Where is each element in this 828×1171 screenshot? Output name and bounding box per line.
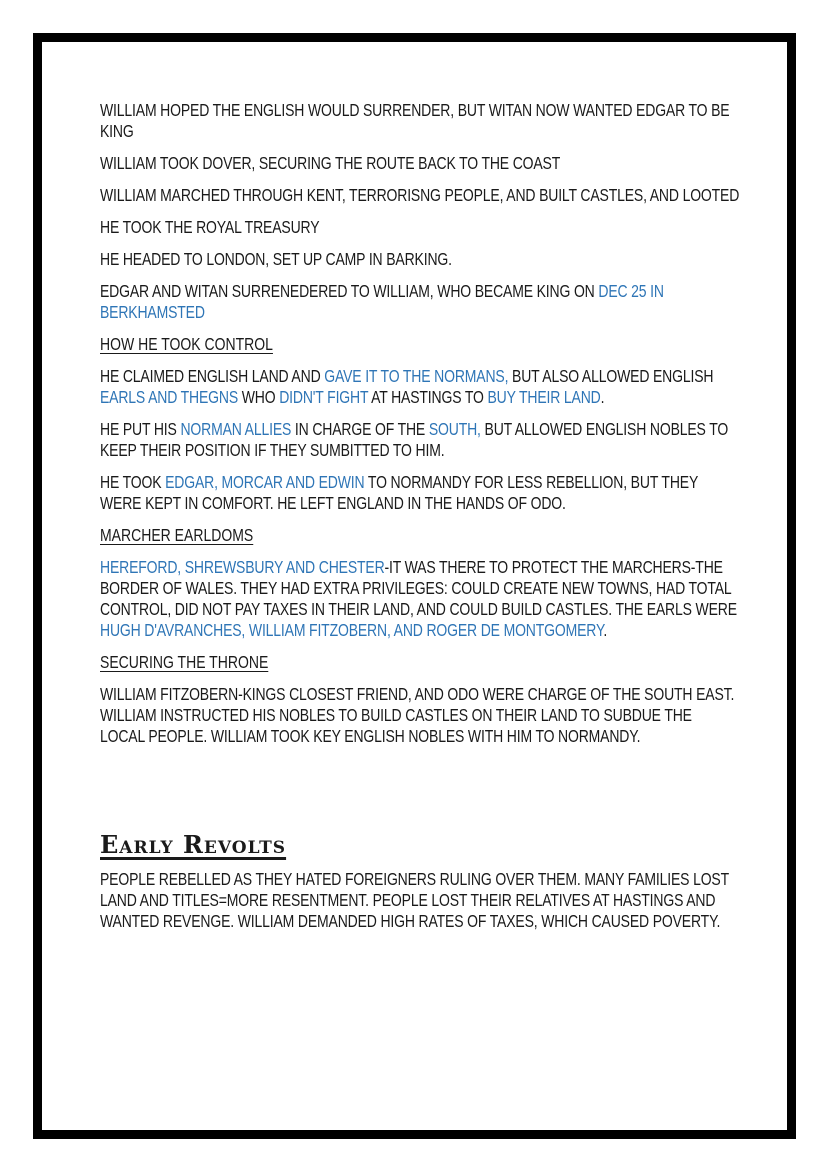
paragraph [100,249,740,270]
highlighted-text: SOUTH, [428,419,481,439]
highlighted-text: BUY THEIR LAND [487,387,601,407]
highlighted-text: HEREFORD, SHREWSBURY AND CHESTER [100,557,385,577]
section-control-body [100,366,740,514]
section-heading-throne: SECURING THE THRONE [100,652,269,672]
body-text: WILLIAM TOOK DOVER, SECURING THE ROUTE BACK TO THE COAST [100,153,561,173]
body-text: HE HEADED TO LONDON, SET UP CAMP IN BARKING. [100,249,452,269]
highlighted-text: DIDN'T FIGHT [279,387,369,407]
body-text: BUT ALLOWED ENGLISH NOBLES TO KEEP THEIR POSITION IF THEY SUMBITTED TO HIM. [100,419,729,460]
body-text: IN CHARGE OF THE [291,419,429,439]
body-text: WILLIAM MARCHED THROUGH KENT, TERRORISNG PEOPLE, AND BUILT CASTLES, AND LOOTED [100,185,740,205]
section-heading-marcher: MARCHER EARLDOMS [100,525,254,545]
body-text: HE PUT HIS [100,419,181,439]
body-text: . [603,620,608,640]
body-text: HE TOOK [100,472,166,492]
section-marcher-body [100,557,740,641]
spacer [100,758,740,830]
paragraph [100,185,740,206]
body-text: AT HASTINGS TO [368,387,488,407]
section-heading-control: HOW HE TOOK CONTROL [100,334,273,354]
body-text: WILLIAM HOPED THE ENGLISH WOULD SURRENDER, BUT WITAN NOW WANTED EDGAR TO BE KING [100,100,730,141]
paragraph [100,153,740,174]
body-text: EDGAR AND WITAN SURRENEDERED TO WILLIAM, WHO BECAME KING ON [100,281,599,301]
highlighted-text: EARLS AND THEGNS [100,387,239,407]
paragraph [100,684,740,747]
highlighted-text: NORMAN ALLIES [180,419,292,439]
paragraph [100,217,740,238]
section-heading-early-revolts: Early Revolts [100,830,287,859]
highlighted-text: EDGAR, MORCAR AND EDWIN [165,472,365,492]
body-text: WILLIAM FITZOBERN-KINGS CLOSEST FRIEND, AND ODO WERE CHARGE OF THE SOUTH EAST. WILLIAM INSTRUCTED HIS NOBLES TO BUILD CASTLES ON THEIR LAND TO SUBDUE THE LOCAL PEOPLE. WILLIAM TOOK KEY ENGLISH NOBLES WITH HIM TO NORMANDY. [100,684,735,746]
paragraph [100,366,740,408]
document-content [100,100,740,943]
paragraph [100,281,740,323]
paragraph [100,869,740,932]
body-text: HE CLAIMED ENGLISH LAND AND [100,366,325,386]
body-text: HE TOOK THE ROYAL TREASURY [100,217,320,237]
body-text: BUT ALSO ALLOWED ENGLISH [508,366,714,386]
paragraph [100,557,740,641]
intro-paragraphs [100,100,740,323]
body-text: -IT WAS THERE TO PROTECT THE MARCHERS-THE BORDER OF WALES. THEY HAD EXTRA PRIVILEGES: COULD CREATE NEW TOWNS, HAD TOTAL CONTROL, DID NOT PAY TAXES IN THEIR LAND, AND COULD BUILD CASTLES. THE EARLS WERE [100,557,737,619]
highlighted-text: GAVE IT TO THE NORMANS, [324,366,509,386]
section-revolts-body [100,869,740,932]
paragraph [100,100,740,142]
paragraph [100,419,740,461]
body-text: . [600,387,605,407]
section-throne-body [100,684,740,747]
highlighted-text: HUGH D'AVRANCHES, WILLIAM FITZOBERN, AND ROGER DE MONTGOMERY [100,620,604,640]
highlighted-text: DEC 25 IN BERKHAMSTED [100,281,664,322]
body-text: PEOPLE REBELLED AS THEY HATED FOREIGNERS RULING OVER THEM. MANY FAMILIES LOST LAND AND TITLES=MORE RESENTMENT. PEOPLE LOST THEIR RELATIVES AT HASTINGS AND WANTED REVENGE. WILLIAM DEMANDED HIGH RATES OF TAXES, WHICH CAUSED POVERTY. [100,869,729,931]
body-text: TO NORMANDY FOR LESS REBELLION, BUT THEY WERE KEPT IN COMFORT. HE LEFT ENGLAND IN THE HANDS OF ODO. [100,472,698,513]
body-text: WHO [238,387,280,407]
paragraph [100,472,740,514]
